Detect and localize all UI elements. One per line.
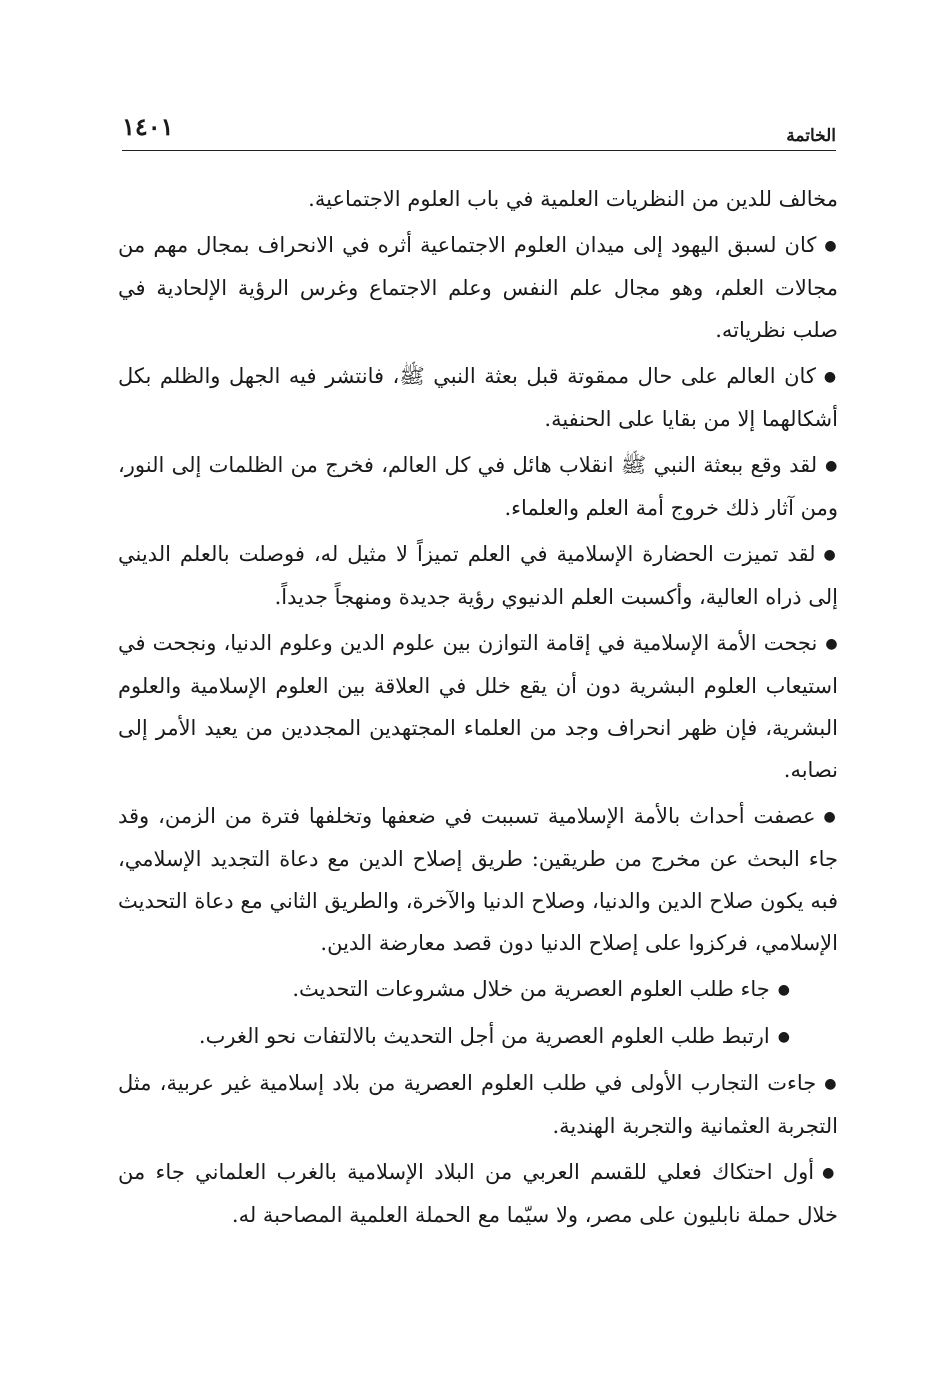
sub-bullet-paragraph [118, 1015, 838, 1058]
bullet-paragraph [118, 622, 838, 791]
paragraph-text: كان العالم على حال ممقوتة قبل بعثة النبي ﷺ، فانتشر فيه الجهل والظلم بكل أشكالهما إلا من بقايا على الحنفية. [118, 364, 838, 431]
paragraph-text: كان لسبق اليهود إلى ميدان العلوم الاجتماعية أثره في الانحراف بمجال مهم من مجالات العلم، وهو مجال علم النفس وعلم الاجتماع وغرس الرؤية الإلحادية في صلب نظرياته. [118, 233, 838, 342]
bullet-icon: ● [824, 1076, 838, 1092]
paragraph [118, 178, 838, 220]
bullet-paragraph [118, 1062, 838, 1147]
bullet-paragraph [118, 355, 838, 440]
bullet-icon: ● [822, 1165, 839, 1181]
bullet-icon: ● [823, 369, 838, 385]
paragraph-text: مخالف للدين من النظريات العلمية في باب العلوم الاجتماعية. [308, 187, 838, 211]
page-header [122, 112, 836, 152]
paragraph-text: جاءت التجارب الأولى في طلب العلوم العصرية من بلاد إسلامية غير عربية، مثل التجربة العثمانية والتجربة الهندية. [118, 1071, 838, 1138]
chapter-title: الخاتمة [786, 126, 836, 146]
bullet-paragraph [118, 1151, 838, 1236]
bullet-icon: ● [824, 238, 838, 254]
paragraph-text: عصفت أحداث بالأمة الإسلامية تسببت في ضعفها وتخلفها فترة من الزمن، وقد جاء البحث عن مخرج من طريقين: طريق إصلاح الدين مع دعاة التجديد الإسلامي، فبه يكون صلاح الدين والدنيا، وصلاح الدنيا والآخرة، والطريق الثاني مع دعاة التحديث الإسلامي، فركزوا على إصلاح الدنيا دون قصد معارضة الدين. [118, 804, 838, 955]
paragraph-text: لقد تميزت الحضارة الإسلامية في العلم تميزاً لا مثيل له، فوصلت بالعلم الديني إلى ذراه العالية، وأكسبت العلم الدنيوي رؤية جديدة ومنهجاً جديداً. [118, 542, 838, 609]
body-text [118, 178, 838, 1240]
bullet-icon: ● [777, 1029, 790, 1045]
bullet-icon: ● [777, 982, 790, 998]
paragraph-text: ارتبط طلب العلوم العصرية من أجل التحديث بالالتفات نحو الغرب. [198, 1024, 770, 1048]
bullet-paragraph [118, 224, 838, 351]
paragraph-text: جاء طلب العلوم العصرية من خلال مشروعات التحديث. [292, 977, 770, 1001]
paragraph-text: لقد وقع ببعثة النبي ﷺ انقلاب هائل في كل العالم، فخرج من الظلمات إلى النور، ومن آثار ذلك خروج أمة العلم والعلماء. [118, 453, 838, 520]
page-number: ١٤٠١ [122, 112, 174, 141]
bullet-icon: ● [825, 636, 838, 652]
bullet-paragraph [118, 533, 838, 618]
bullet-icon: ● [823, 547, 838, 563]
header-rule [122, 150, 836, 151]
bullet-paragraph [118, 444, 838, 529]
bullet-paragraph [118, 795, 838, 964]
sub-bullet-paragraph [118, 968, 838, 1011]
paragraph-text: أول احتكاك فعلي للقسم العربي من البلاد الإسلامية بالغرب العلماني جاء من خلال حملة نابليون على مصر، ولا سيّما مع الحملة العلمية المصاحبة له. [118, 1160, 838, 1227]
paragraph-text: نجحت الأمة الإسلامية في إقامة التوازن بين علوم الدين وعلوم الدنيا، ونجحت في استيعاب العلوم البشرية دون أن يقع خلل في العلاقة بين العلوم الإسلامية والعلوم البشرية، فإن ظهر انحراف وجد من العلماء المجتهدين المجددين من يعيد الأمر إلى نصابه. [118, 631, 838, 782]
bullet-icon: ● [825, 458, 838, 474]
bullet-icon: ● [823, 809, 839, 825]
